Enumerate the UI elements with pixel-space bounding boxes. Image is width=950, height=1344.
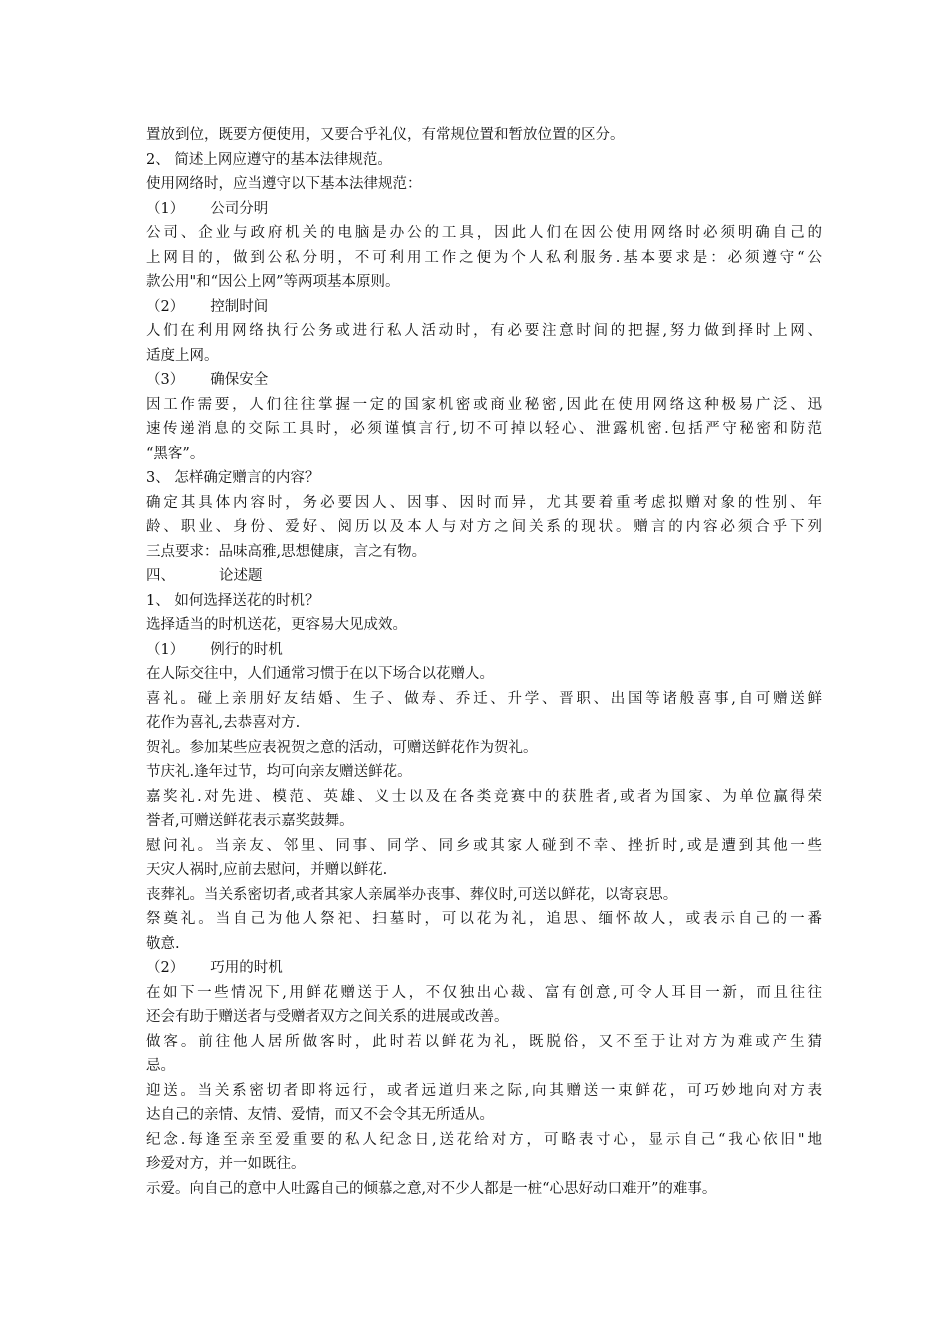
subsection-heading [146,197,822,222]
subsection-title: 公司分明 [210,200,269,217]
question-heading: 3、 怎样确定赠言的内容？ [146,470,320,486]
text-line: 速传递消息的交际工具时，必须谨慎言行,切不可掉以轻心、泄露机密.包括严守秘密和防范 [146,421,822,437]
subsection-number: （3） [146,372,185,388]
text-line: 公司、企业与政府机关的电脑是办公的工具，因此人们在因公使用网络时必须明确自己的 [146,225,822,241]
subsection-title: 确保安全 [210,372,269,388]
text-line: 使用网络时，应当遵守以下基本法律规范： [146,176,422,192]
section-heading [146,564,822,589]
question-heading: 1、 如何选择送花的时机？ [146,592,320,609]
text-line: 节庆礼.逢年过节，均可向亲友赠送鲜花。 [146,764,412,780]
text-line: 天灾人祸时,应前去慰问，并赠以鲜花. [146,862,388,878]
text-line: 在如下一些情况下,用鲜花赠送于人，不仅独出心裁、富有创意,可令人耳目一新，而且往往 [146,984,822,1001]
section-number: 四、 [146,568,175,584]
question-heading: 2、 简述上网应遵守的基本法律规范。 [146,151,392,168]
subsection-number: （1） [146,200,185,217]
text-line: 祭奠礼。当自己为他人祭祀、扫墓时，可以花为礼，追思、缅怀故人，或表示自己的一番 [146,911,822,927]
text-line: 慰问礼。当亲友、邻里、同事、同学、同乡或其家人碰到不幸、挫折时,或是遭到其他一些 [146,837,822,854]
text-line: 迎送。当关系密切者即将远行，或者远道归来之际,向其赠送一束鲜花，可巧妙地向对方表 [146,1082,822,1099]
text-line: 龄、职业、身份、爱好、阅历以及本人与对方之间关系的现状。赠言的内容必须合乎下列 [146,519,822,535]
subsection-number: （2） [146,298,185,315]
text-line: 因工作需要，人们往往掌握一定的国家机密或商业秘密,因此在使用网络这种极易广泛、迅 [146,396,822,413]
document-page [146,123,822,1201]
subsection-title: 巧用的时机 [210,960,283,976]
subsection-number: （2） [146,960,185,976]
text-line: 纪念.每逢至亲至爱重要的私人纪念日,送花给对方，可略表寸心，显示自己“我心依旧"地 [146,1131,822,1148]
text-line: 喜礼。碰上亲朋好友结婚、生子、做寿、乔迁、升学、晋职、出国等诸般喜事,自可赠送鲜 [146,690,822,707]
subsection-heading [146,295,822,320]
text-line: “黑客”。 [146,445,205,462]
text-line: 忌。 [146,1058,175,1074]
text-line: 示爱。向自己的意中人吐露自己的倾慕之意,对不少人都是一桩“心思好动口难开”的难事。 [146,1180,717,1197]
text-line: 丧葬礼。当关系密切者,或者其家人亲属举办丧事、葬仪时,可送以鲜花，以寄哀思。 [146,886,678,903]
text-line: 三点要求：品味高雅,思想健康，言之有物。 [146,543,427,560]
subsection-heading [146,956,822,981]
text-line: 达自己的亲情、友情、爱情，而又不会令其无所适从。 [146,1107,494,1123]
text-line: 贺礼。参加某些应表祝贺之意的活动，可赠送鲜花作为贺礼。 [146,739,538,756]
text-line: 嘉奖礼.对先进、模范、英雄、义士以及在各类竞赛中的获胜者,或者为国家、为单位赢得荣 [146,788,822,805]
text-line: 确定其具体内容时，务必要因人、因事、因时而异，尤其要着重考虑拟赠对象的性别、年 [146,494,822,511]
text-line: 人们在利用网络执行公务或进行私人活动时，有必要注意时间的把握,努力做到择时上网、 [146,323,822,339]
text-line: 做客。前往他人居所做客时，此时若以鲜花为礼，既脱俗，又不至于让对方为难或产生猜 [146,1033,822,1050]
text-line: 选择适当的时机送花，更容易大见成效。 [146,617,407,633]
text-line: 上网目的，做到公私分明，不可利用工作之便为个人私利服务.基本要求是：必须遵守“公 [146,249,822,266]
text-line: 置放到位，既要方便使用，又要合乎礼仪，有常规位置和暂放位置的区分。 [146,127,625,143]
text-line: 还会有助于赠送者与受赠者双方之间关系的进展或改善。 [146,1009,509,1025]
subsection-heading [146,638,822,663]
subsection-title: 控制时间 [210,298,269,315]
text-line: 敬意. [146,935,180,952]
text-line: 款公用"和“因公上网”等两项基本原则。 [146,274,400,290]
text-line: 花作为喜礼,去恭喜对方. [146,715,301,731]
text-line: 誉者,可赠送鲜花表示嘉奖鼓舞。 [146,813,354,829]
subsection-number: （1） [146,641,185,658]
section-title: 论述题 [219,568,263,584]
subsection-heading [146,368,822,393]
text-line: 珍爱对方，并一如既往。 [146,1156,306,1172]
text-line: 在人际交往中，人们通常习惯于在以下场合以花赠人。 [146,666,494,682]
text-line: 适度上网。 [146,347,219,364]
subsection-title: 例行的时机 [210,641,283,658]
